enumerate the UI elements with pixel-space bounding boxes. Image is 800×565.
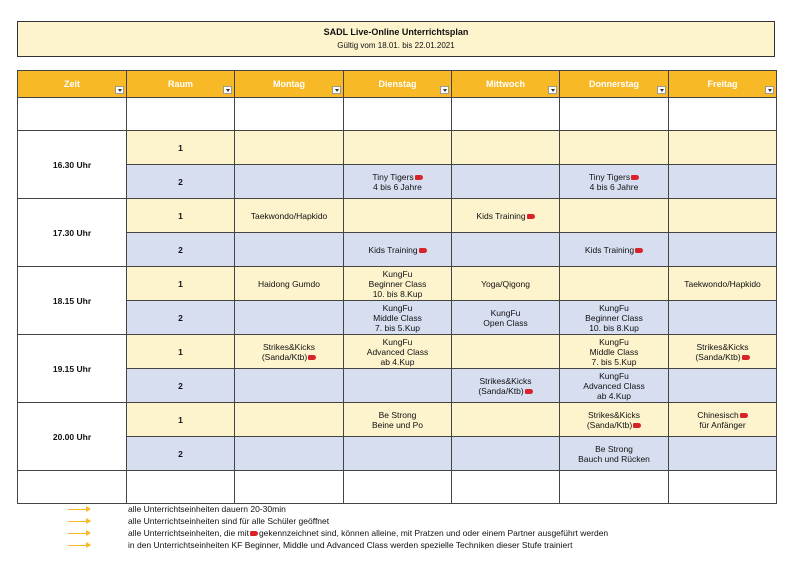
class-line	[344, 269, 451, 279]
class-cell	[452, 199, 560, 233]
class-text: KungFu	[382, 302, 413, 313]
class-line	[344, 347, 451, 357]
class-cell	[669, 335, 777, 369]
class-line	[560, 337, 668, 347]
arrow-right-icon	[68, 509, 90, 510]
class-cell	[560, 403, 669, 437]
empty-cell	[669, 471, 777, 504]
class-text: Yoga/Qigong	[481, 278, 530, 289]
class-text: (Sanda/Ktb)	[478, 385, 524, 396]
class-cell	[235, 267, 344, 301]
class-line	[669, 352, 776, 362]
class-text: Advanced Class	[583, 380, 645, 391]
class-line	[560, 245, 668, 255]
room-cell: 2	[127, 165, 235, 199]
class-line	[669, 342, 776, 352]
room-cell: 2	[127, 233, 235, 267]
red-fist-icon	[631, 175, 639, 180]
class-cell	[669, 233, 777, 267]
table-row	[18, 335, 777, 369]
class-cell	[560, 301, 669, 335]
filter-dropdown-icon[interactable]	[765, 86, 774, 94]
class-line	[669, 410, 776, 420]
class-text: Advanced Class	[366, 346, 429, 357]
table-row	[18, 165, 777, 199]
class-line	[344, 313, 451, 323]
class-text: Tiny Tigers	[588, 171, 631, 182]
class-line	[560, 313, 668, 323]
class-line	[452, 279, 559, 289]
class-line	[235, 352, 343, 362]
arrow-right-icon	[68, 533, 90, 534]
class-text: (Sanda/Ktb)	[695, 351, 741, 362]
class-text: Open Class	[483, 317, 528, 328]
class-cell	[560, 335, 669, 369]
class-cell	[452, 233, 560, 267]
class-line	[235, 211, 343, 221]
validity-date: Gültig vom 18.01. bis 22.01.2021	[337, 41, 455, 50]
class-line	[452, 376, 559, 386]
class-cell	[669, 267, 777, 301]
time-cell: 18.15 Uhr	[18, 267, 127, 335]
class-text: Be Strong	[595, 443, 633, 454]
table-row	[18, 437, 777, 471]
class-line	[560, 444, 668, 454]
class-text: Beginner Class	[368, 278, 427, 289]
class-line	[344, 279, 451, 289]
class-text: KungFu	[599, 370, 629, 381]
header-row	[18, 71, 777, 98]
red-fist-icon	[419, 248, 427, 253]
class-text: KungFu	[599, 336, 629, 347]
class-cell	[669, 403, 777, 437]
column-header-label: Freitag	[707, 79, 738, 89]
red-fist-icon	[740, 413, 748, 418]
class-line	[344, 323, 451, 333]
class-text: Kids Training	[368, 244, 418, 255]
class-line	[235, 279, 343, 289]
class-cell	[344, 301, 452, 335]
red-fist-icon	[633, 423, 641, 428]
column-header-label: Montag	[273, 79, 305, 89]
column-header-zeit	[18, 71, 127, 98]
red-fist-icon	[525, 389, 533, 394]
filter-dropdown-icon[interactable]	[548, 86, 557, 94]
class-text: 4 bis 6 Jahre	[589, 181, 639, 192]
class-cell	[452, 369, 560, 403]
table-row	[18, 233, 777, 267]
arrow-right-icon	[68, 545, 90, 546]
class-cell	[452, 301, 560, 335]
class-text: 7. bis 5.Kup	[375, 322, 420, 333]
schedule-table	[17, 70, 777, 504]
class-cell	[235, 165, 344, 199]
class-text: für Anfänger	[699, 419, 746, 430]
class-text: Taekwondo/Hapkido	[250, 210, 328, 221]
class-line	[344, 303, 451, 313]
class-text: (Sanda/Ktb)	[261, 351, 308, 362]
empty-cell	[344, 471, 452, 504]
class-cell	[560, 199, 669, 233]
column-header-mittwoch	[452, 71, 560, 98]
class-cell	[560, 165, 669, 199]
class-cell	[452, 437, 560, 471]
class-line	[560, 410, 668, 420]
empty-cell	[235, 471, 344, 504]
room-cell: 2	[127, 437, 235, 471]
room-cell: 1	[127, 131, 235, 165]
class-line	[344, 420, 451, 430]
empty-cell	[18, 471, 127, 504]
class-cell	[669, 437, 777, 471]
page-title: SADL Live-Online Unterrichtsplan	[323, 27, 469, 37]
class-cell	[344, 199, 452, 233]
class-text: Strikes&Kicks	[479, 375, 532, 386]
note-item	[68, 527, 608, 539]
title-box	[17, 21, 775, 57]
class-line	[560, 391, 668, 401]
empty-cell	[18, 98, 127, 131]
class-text: Haidong Gumdo	[258, 278, 320, 289]
class-text: Tiny Tigers	[372, 171, 414, 182]
note-item	[68, 515, 608, 527]
column-header-label: Mittwoch	[486, 79, 525, 89]
table-row	[18, 369, 777, 403]
class-line	[560, 347, 668, 357]
room-cell: 1	[127, 335, 235, 369]
class-line	[560, 381, 668, 391]
class-text: (Sanda/Ktb)	[586, 419, 633, 430]
class-line	[344, 245, 451, 255]
class-line	[669, 420, 776, 430]
class-cell	[669, 131, 777, 165]
class-cell	[344, 369, 452, 403]
empty-cell	[560, 98, 669, 131]
class-text: Taekwondo/Hapkido	[684, 278, 761, 289]
class-line	[560, 371, 668, 381]
table-row	[18, 199, 777, 233]
class-line	[452, 386, 559, 396]
column-header-donnerstag	[560, 71, 669, 98]
class-cell	[560, 437, 669, 471]
class-text: Strikes&Kicks	[263, 341, 315, 352]
class-line	[669, 279, 776, 289]
class-cell	[235, 437, 344, 471]
class-text: Kids Training	[476, 210, 526, 221]
class-line	[560, 303, 668, 313]
class-text: Strikes&Kicks	[696, 341, 749, 352]
class-text: Kids Training	[584, 244, 635, 255]
time-cell: 17.30 Uhr	[18, 199, 127, 267]
room-cell: 2	[127, 369, 235, 403]
notes-list	[68, 503, 608, 551]
class-text: KungFu	[490, 307, 521, 318]
class-cell	[235, 199, 344, 233]
column-header-label: Donnerstag	[588, 79, 639, 89]
class-text: KungFu	[599, 302, 629, 313]
filter-dropdown-icon[interactable]	[440, 86, 449, 94]
class-text: Beine und Po	[371, 419, 424, 430]
note-text: alle Unterrichtseinheiten dauern 20-30min	[128, 504, 286, 514]
class-text: ab 4.Kup	[596, 390, 632, 401]
empty-cell	[235, 98, 344, 131]
class-cell	[344, 131, 452, 165]
red-fist-icon	[308, 355, 316, 360]
class-cell	[452, 403, 560, 437]
class-cell	[344, 165, 452, 199]
class-line	[344, 182, 451, 192]
class-cell	[560, 131, 669, 165]
class-cell	[235, 369, 344, 403]
class-line	[344, 172, 451, 182]
class-cell	[669, 369, 777, 403]
class-line	[235, 342, 343, 352]
empty-cell	[560, 471, 669, 504]
class-line	[344, 410, 451, 420]
class-line	[452, 308, 559, 318]
column-header-raum	[127, 71, 235, 98]
class-line	[344, 289, 451, 299]
empty-cell	[669, 98, 777, 131]
class-line	[344, 357, 451, 367]
table-row	[18, 131, 777, 165]
filter-dropdown-icon[interactable]	[332, 86, 341, 94]
class-cell	[235, 335, 344, 369]
room-cell: 2	[127, 301, 235, 335]
class-cell	[344, 403, 452, 437]
red-fist-icon	[635, 248, 643, 253]
class-text: Strikes&Kicks	[588, 409, 640, 420]
class-text: Beginner Class	[585, 312, 643, 323]
table-row	[18, 267, 777, 301]
spacer-row	[18, 471, 777, 504]
class-cell	[452, 165, 560, 199]
column-header-freitag	[669, 71, 777, 98]
class-line	[560, 357, 668, 367]
class-text: ab 4.Kup	[380, 356, 415, 367]
class-text: KungFu	[382, 336, 413, 347]
filter-dropdown-icon[interactable]	[115, 86, 124, 94]
class-line	[560, 323, 668, 333]
class-cell	[452, 335, 560, 369]
empty-cell	[127, 98, 235, 131]
note-text: alle Unterrichtseinheiten sind für alle Schüler geöffnet	[128, 516, 330, 526]
class-text: Bauch und Rücken	[578, 453, 650, 464]
time-cell: 16.30 Uhr	[18, 131, 127, 199]
class-line	[452, 318, 559, 328]
time-cell: 19.15 Uhr	[18, 335, 127, 403]
class-text: Chinesisch	[697, 409, 739, 420]
room-cell: 1	[127, 199, 235, 233]
column-header-montag	[235, 71, 344, 98]
class-cell	[235, 233, 344, 267]
empty-cell	[127, 471, 235, 504]
class-line	[560, 172, 668, 182]
class-cell	[452, 131, 560, 165]
class-line	[452, 211, 559, 221]
note-item	[68, 539, 608, 551]
note-text: alle Unterrichtseinheiten, die mit	[128, 528, 249, 538]
class-line	[560, 182, 668, 192]
class-cell	[344, 437, 452, 471]
column-header-dienstag	[344, 71, 452, 98]
class-cell	[235, 301, 344, 335]
class-text: Middle Class	[589, 346, 639, 357]
arrow-right-icon	[68, 521, 90, 522]
class-cell	[669, 301, 777, 335]
filter-dropdown-icon[interactable]	[657, 86, 666, 94]
class-cell	[560, 267, 669, 301]
class-cell	[235, 403, 344, 437]
red-fist-icon	[415, 175, 423, 180]
class-line	[560, 454, 668, 464]
note-text: in den Unterrichtseinheiten KF Beginner, Middle und Advanced Class werden spezielle Techniken dieser Stufe trainiert	[128, 540, 573, 550]
red-fist-icon	[742, 355, 750, 360]
class-cell	[344, 233, 452, 267]
class-line	[560, 420, 668, 430]
class-text: 7. bis 5.Kup	[591, 356, 637, 367]
class-text: 10. bis 8.Kup	[372, 288, 423, 299]
class-text: 4 bis 6 Jahre	[373, 181, 422, 192]
red-fist-icon	[527, 214, 535, 219]
class-line	[344, 337, 451, 347]
red-fist-icon	[250, 531, 258, 536]
class-cell	[235, 131, 344, 165]
time-cell: 20.00 Uhr	[18, 403, 127, 471]
class-cell	[669, 199, 777, 233]
class-text: 10. bis 8.Kup	[589, 322, 639, 333]
class-text: KungFu	[382, 268, 413, 279]
filter-dropdown-icon[interactable]	[223, 86, 232, 94]
class-cell	[560, 233, 669, 267]
class-cell	[344, 335, 452, 369]
note-text-tail: gekennzeichnet sind, können alleine, mit Pratzen und oder einem Partner ausgeführt werden	[258, 528, 609, 538]
table-row	[18, 301, 777, 335]
empty-cell	[344, 98, 452, 131]
class-cell	[344, 267, 452, 301]
note-item	[68, 503, 608, 515]
class-cell	[669, 165, 777, 199]
table-row	[18, 403, 777, 437]
class-text: Middle Class	[373, 312, 422, 323]
column-header-label: Dienstag	[378, 79, 417, 89]
class-cell	[452, 267, 560, 301]
room-cell: 1	[127, 403, 235, 437]
empty-cell	[452, 471, 560, 504]
class-cell	[560, 369, 669, 403]
column-header-label: Raum	[167, 79, 193, 89]
spacer-row	[18, 98, 777, 131]
empty-cell	[452, 98, 560, 131]
class-text: Be Strong	[378, 409, 417, 420]
room-cell: 1	[127, 267, 235, 301]
column-header-label: Zeit	[63, 79, 80, 89]
